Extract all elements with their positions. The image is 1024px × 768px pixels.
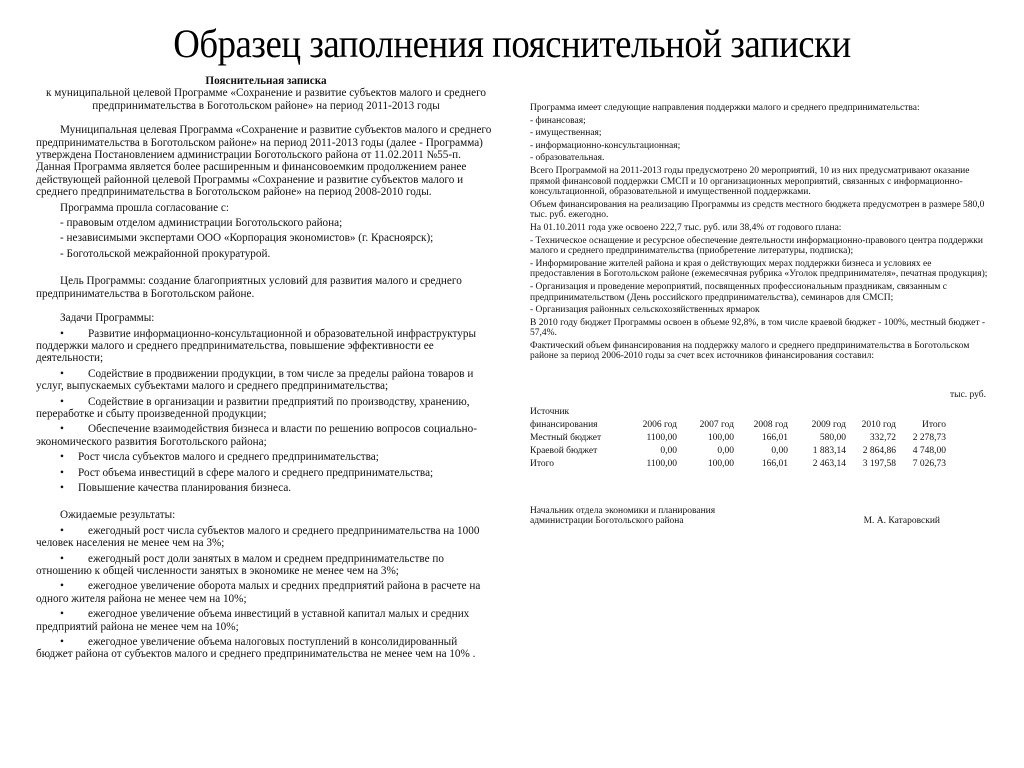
- bullet-icon: •: [60, 481, 64, 494]
- results-label: Ожидаемые результаты:: [60, 509, 176, 522]
- table-cell: 332,72: [869, 433, 896, 444]
- result-item: • ежегодное увеличение оборота малых и средних предприятий района в расчете на одного жителя района не менее чем на 10%;: [36, 580, 481, 605]
- result-item: • ежегодный рост доли занятых в малом и среднем предпринимательстве по отношению к общей численности занятых в экономике не менее чем на 3%;: [36, 552, 444, 577]
- table-cell: 2 463,14: [812, 459, 846, 470]
- bullet-icon: •: [60, 395, 64, 408]
- funding-table: [530, 405, 946, 470]
- task-item: • Обеспечение взаимодействия бизнеса и власти по решению вопросов социально-экономического развития Боготольского района;: [36, 423, 477, 448]
- actual-funding-intro: Фактический объем финансирования на поддержку малого и среднего предпринимательства в Боготольском районе за период 2006-2010 годы за счет всех источников финансирования составил:: [530, 340, 970, 362]
- approval-label: Программа прошла согласование с:: [60, 201, 229, 214]
- table-cell: 0,00: [660, 446, 677, 457]
- table-cell: 166,01: [761, 459, 788, 470]
- table-cell: 100,00: [707, 459, 734, 470]
- table-cell: 580,00: [819, 433, 846, 444]
- right-column: [530, 103, 990, 527]
- funding-paragraph: Объем финансирования на реализацию Программы из средств местного бюджета предусмотрен в размере 580,0 тыс. руб. ежегодно.: [530, 199, 985, 221]
- table-header-row: [530, 418, 946, 431]
- goal-paragraph: Цель Программы: создание благоприятных условий для развития малого и среднего предпринимательства в Боготольском районе.: [36, 275, 462, 300]
- table-cell: 2 278,73: [912, 433, 946, 444]
- tasks-label: Задачи Программы:: [60, 312, 155, 325]
- table-header-cell: 2009 год: [811, 420, 846, 431]
- events-paragraph: Всего Программой на 2011-2013 годы предусмотрено 20 мероприятий, 10 из них предусматривают оказание прямой финансовой поддержки СМСП и 10 организационных мероприятий, связанных с информационно-консультационной, образовательной и имущественной поддержками.: [530, 165, 970, 198]
- signature-name: М. А. Катаровский: [863, 516, 940, 527]
- table-header-cell: 2006 год: [642, 420, 677, 431]
- approval-item: - Боготольской межрайонной прокуратурой.: [60, 247, 271, 260]
- table-cell: 1100,00: [646, 433, 677, 444]
- spent-item: - Организация и проведение мероприятий, посвященных профессиональным праздникам, связанным с предпринимательством (День российского предпринимательства), семинаров для СМСП;: [530, 281, 947, 303]
- bullet-icon: •: [60, 580, 64, 593]
- spent-paragraph: На 01.10.2011 года уже освоено 222,7 тыс. руб. или 38,4% от годового плана:: [530, 222, 842, 233]
- note-heading: Пояснительная записка: [205, 75, 327, 87]
- intro-paragraph: Муниципальная целевая Программа «Сохранение и развитие субъектов малого и среднего предпринимательства в Боготольском районе» на период 2011-2013 годы (далее - Программа) утверждена Постановлением администрации Боготольского района от 11.02.2011 №55-п. Данная Программа является более расширенным и финансовоемким продолжением ранее действующей районной целевой Программы «Сохранение и развитие субъектов малого и среднего предпринимательства в Боготольском районе» на период 2008-2010 годы.: [36, 124, 492, 199]
- table-cell: Итого: [530, 459, 555, 470]
- bullet-icon: •: [60, 466, 64, 479]
- spent-item: - Информирование жителей района и края о действующих мерах поддержки бизнеса и условиях ее предоставления в Боготольском районе (ежемесячная рубрика «Уголок предпринимателя», печатная продукция);: [530, 258, 988, 280]
- spent-item: - Организация районных сельскохозяйственных ярмарок: [530, 305, 760, 316]
- table-cell: 0,00: [717, 446, 734, 457]
- result-item: • ежегодное увеличение объема инвестиций в уставной капитал малых и средних предприятий района не менее чем на 10%;: [36, 608, 470, 633]
- bullet-icon: •: [60, 327, 64, 340]
- table-cell: Краевой бюджет: [530, 446, 598, 457]
- bullet-icon: •: [60, 451, 64, 464]
- directions-intro: Программа имеет следующие направления поддержки малого и среднего предпринимательства:: [530, 103, 920, 113]
- table-row: [530, 444, 946, 457]
- task-item: • Повышение качества планирования бизнеса.: [60, 481, 292, 494]
- table-row: [530, 431, 946, 444]
- table-cell: 2 864,86: [862, 446, 896, 457]
- table-header-row-top: [530, 405, 946, 418]
- spent-item: - Техническое оснащение и ресурсное обеспечение деятельности информационно-правового центра поддержки малого и среднего предпринимательства (приобретение литературы, подписка);: [530, 235, 984, 257]
- note-subheading: к муниципальной целевой Программе «Сохранение и развитие субъектов малого и среднего предпринимательства в Боготольском районе» на период 2011-2013 годы: [45, 87, 487, 112]
- table-cell: Местный бюджет: [530, 433, 602, 444]
- signature-position: Начальник отдела экономики и планирования: [530, 505, 716, 516]
- task-item: • Развитие информационно-консультационной и образовательной инфраструктуры поддержки малого и среднего предпринимательства, повышение эффективности ее деятельности;: [36, 327, 476, 365]
- bullet-icon: •: [60, 524, 64, 537]
- bullet-icon: •: [60, 423, 64, 436]
- task-item: • Рост числа субъектов малого и среднего предпринимательства;: [60, 451, 379, 464]
- table-header-cell: Итого: [921, 420, 946, 431]
- budget-2010-paragraph: В 2010 году бюджет Программы освоен в объеме 92,8%, в том числе краевой бюджет - 100%, местный бюджет - 57,4%.: [530, 317, 986, 339]
- direction-item: - имущественная;: [530, 128, 602, 139]
- direction-item: - информационно-консультационная;: [530, 140, 681, 151]
- table-header-cell: 2008 год: [753, 420, 788, 431]
- table-cell: 7 026,73: [912, 459, 946, 470]
- slide-title: Образец заполнения пояснительной записки: [173, 21, 851, 66]
- bullet-icon: •: [60, 552, 64, 565]
- bullet-icon: •: [60, 636, 64, 649]
- bullet-icon: •: [60, 367, 64, 380]
- left-column: [36, 75, 496, 664]
- approval-item: - независимыми экспертами ООО «Корпорация экономистов» (г. Красноярск);: [60, 232, 434, 245]
- table-header-cell: 2007 год: [699, 420, 734, 431]
- table-header-cell: 2010 год: [861, 420, 896, 431]
- result-item: • ежегодное увеличение объема налоговых поступлений в консолидированный бюджет района от субъектов малого и среднего предпринимательства не менее чем на 10% .: [36, 636, 476, 661]
- task-item: • Содействие в организации и развитии предприятий по производству, хранению, переработке и сбыту произведенной продукции;: [36, 395, 470, 420]
- signature-position: администрации Боготольского района: [530, 516, 684, 527]
- table-cell: 4 748,00: [912, 446, 946, 457]
- direction-item: - образовательная.: [530, 153, 605, 164]
- table-row: [530, 457, 946, 470]
- result-item: • ежегодный рост числа субъектов малого и среднего предпринимательства на 1000 человек населения не менее чем на 3%;: [36, 524, 480, 550]
- table-cell: 1100,00: [646, 459, 677, 470]
- task-item: • Рост объема инвестиций в сфере малого и среднего предпринимательства;: [60, 466, 434, 479]
- table-cell: 166,01: [761, 433, 788, 444]
- table-cell: 1 883,14: [812, 446, 846, 457]
- approval-item: - правовым отделом администрации Боготольского района;: [60, 217, 343, 230]
- table-units: тыс. руб.: [950, 390, 986, 401]
- table-header-cell: Источник: [530, 407, 570, 418]
- signature-block: [530, 506, 990, 527]
- table-cell: 0,00: [771, 446, 788, 457]
- table-cell: 100,00: [707, 433, 734, 444]
- table-cell: 3 197,58: [862, 459, 896, 470]
- task-item: • Содействие в продвижении продукции, в том числе за пределы района товаров и услуг, выпускаемых субъектами малого и среднего предпринимательства;: [36, 367, 474, 393]
- table-header-cell: финансирования: [530, 420, 598, 431]
- bullet-icon: •: [60, 608, 64, 621]
- direction-item: - финансовая;: [530, 115, 586, 126]
